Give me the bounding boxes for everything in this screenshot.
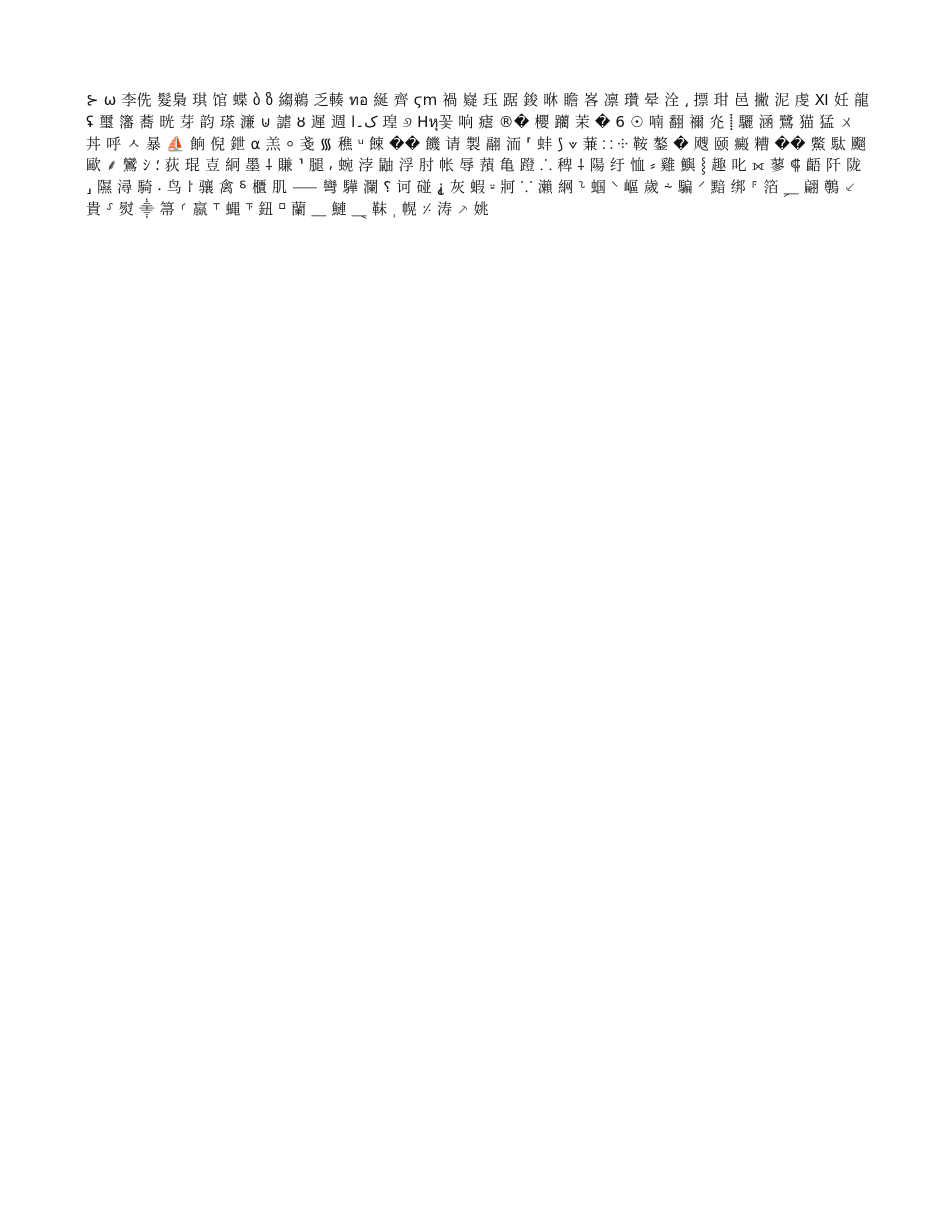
paragraph-1: ⊱ ω 李侁 髮梟 琪 馆 蝶 ბ ზ 縐鵜 乏輳 ทอ 綖 齊 ϛm 禍 嶷 珏 踞 鋑 咻 瞻 峉 凛 瓚 晕 洤 ⸲ 摽 玵 邑 撇 泥 虔 Ⅺ 妊 龍 ʢ 璽 籓 蕎 晄 芽 韵 瑹 濂 ⊍ 謔 ȣ 遲 週 ک۔ا 瑝 ୬ Hหุ꽃 响 瘧 ®� 櫻 躪 茉 � 6 ☉ 喃 翻 禰 灮 ⸽ 驪 涵 鷺 猫 猛 ㄨ 丼 呼 ㅅ 暴 ⛵ 餉 倪 鉪 ⍺ 羔 ⸰ 戔 ᯾ 穛 ᵘ 餗 �� 饑 请 製 翮 洏 ⸢ 蚌 ⟆ ⟇ 蒹 ⸬ ⸭ 鞍 鏊 � 飕 颐 癜 糟 �� 鱉 駄 飀 歐 ⸙ 鸞 ｼ ⸵ 荻 琨 壴 絅 墨 ⸸ 賺 ⸣ 腿 ⸴ 蜿 浡 鼬 浮 肘 帐 辱 蕷 亀 蹬 ⸫ 稗 ⸸ 陽 纡 恤 ⸗ 雞 鱮 ⸾ 趣 叱 ⟗ 蓼 ⸿ 齬 阡 陇 ⸥ 隰 潯 騎 ⸳ 鸟 ⸷ 骧 禽 ⸹ 櫃 肌 ⸺ 彎 驊 瀾 ⸮ 诃 碰 ⸘ 灰 蝦 ⸚ 牁 ⸪ 瀨 䋞 ⸊ 蝈 ⸌ 嶇 歲 ⸞ 騙 ⸍ 黯 绑 ⸁ 箔 ⸐ 翩 鷷 ⸔ 貴 ⸉ 熨 ⸎ 箒 ⸂ 嬴 ⸆ 蝿 ⸇ 鈕 ⸋ 蘭 ⸏ 鰱 ⸑ 靺 ⸒ 幌 ⸓ 涛 ⸕ 姚	[86, 91, 870, 218]
